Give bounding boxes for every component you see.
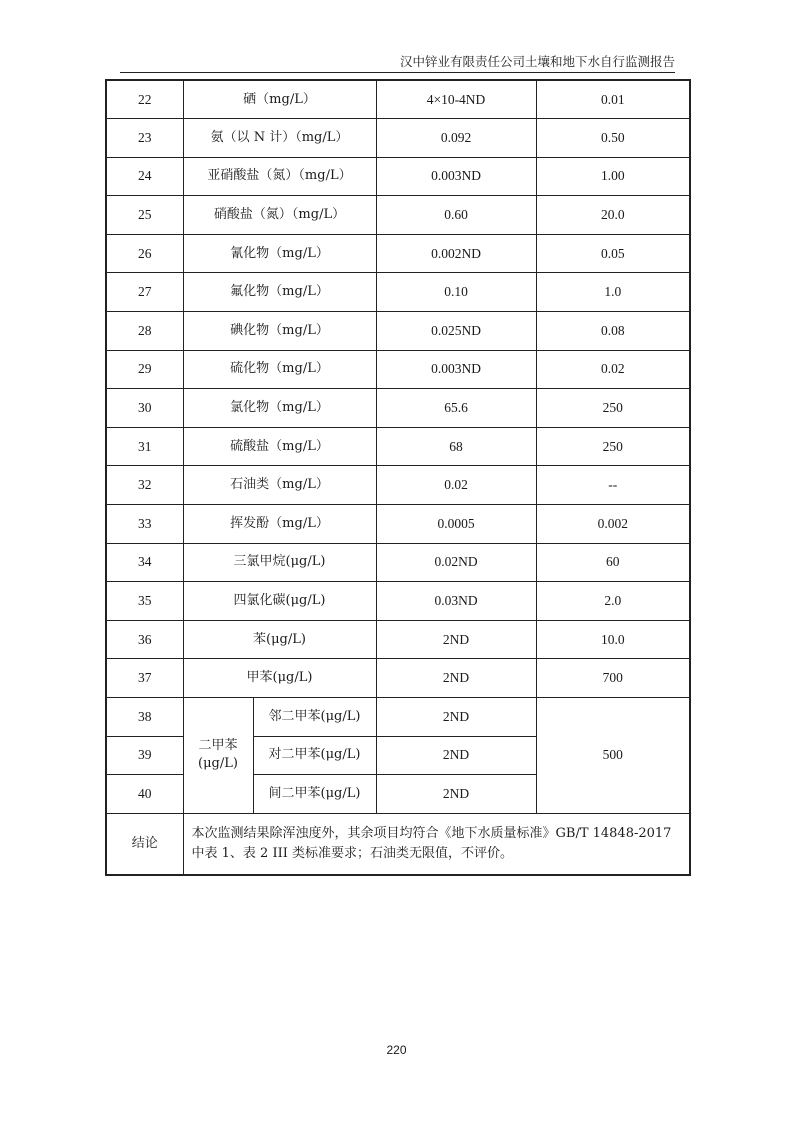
item-name: 硝酸盐（氮）（mg/L） <box>183 196 376 235</box>
conclusion-label: 结论 <box>106 813 183 875</box>
item-name: 硫化物（mg/L） <box>183 350 376 389</box>
item-name: 硫酸盐（mg/L） <box>183 427 376 466</box>
item-name: 碘化物（mg/L） <box>183 312 376 351</box>
measured-value: 0.003ND <box>376 157 536 196</box>
measured-value: 0.0005 <box>376 505 536 544</box>
measured-value: 2ND <box>376 775 536 814</box>
table-row <box>106 273 690 312</box>
measured-value: 0.10 <box>376 273 536 312</box>
conclusion-text: 本次监测结果除浑浊度外，其余项目均符合《地下水质量标准》GB/T 14848-2017 中表 1、表 2 III 类标准要求；石油类无限值，不评价。 <box>183 813 690 875</box>
row-number: 35 <box>106 582 183 621</box>
header-rule <box>120 72 675 73</box>
table-row <box>106 119 690 158</box>
row-number: 37 <box>106 659 183 698</box>
row-number: 26 <box>106 234 183 273</box>
measured-value: 2ND <box>376 698 536 737</box>
item-name: 氟化物（mg/L） <box>183 273 376 312</box>
xylene-standard-limit: 500 <box>536 698 690 814</box>
standard-limit: 0.05 <box>536 234 690 273</box>
row-number: 33 <box>106 505 183 544</box>
measured-value: 0.025ND <box>376 312 536 351</box>
measured-value: 2ND <box>376 659 536 698</box>
item-name: 氯化物（mg/L） <box>183 389 376 428</box>
standard-limit: 20.0 <box>536 196 690 235</box>
row-number: 27 <box>106 273 183 312</box>
item-name: 氰化物（mg/L） <box>183 234 376 273</box>
table-row <box>106 427 690 466</box>
measured-value: 0.002ND <box>376 234 536 273</box>
measured-value: 0.092 <box>376 119 536 158</box>
standard-limit: 10.0 <box>536 620 690 659</box>
item-name: 亚硝酸盐（氮）（mg/L） <box>183 157 376 196</box>
row-number: 32 <box>106 466 183 505</box>
measured-value: 2ND <box>376 736 536 775</box>
row-number: 25 <box>106 196 183 235</box>
item-name: 间二甲苯(μg/L) <box>253 775 376 814</box>
item-name: 硒（mg/L） <box>183 80 376 119</box>
table-row <box>106 350 690 389</box>
xylene-group-label: 二甲苯 (μg/L) <box>183 698 253 814</box>
conclusion-row <box>106 813 690 875</box>
measured-value: 68 <box>376 427 536 466</box>
measured-value: 2ND <box>376 620 536 659</box>
standard-limit: 0.50 <box>536 119 690 158</box>
measured-value: 0.60 <box>376 196 536 235</box>
row-number: 39 <box>106 736 183 775</box>
standard-limit: 0.002 <box>536 505 690 544</box>
standard-limit: 2.0 <box>536 582 690 621</box>
table-row <box>106 196 690 235</box>
table-row <box>106 466 690 505</box>
table-row <box>106 157 690 196</box>
measured-value: 0.02ND <box>376 543 536 582</box>
standard-limit: 0.02 <box>536 350 690 389</box>
table-row <box>106 543 690 582</box>
standard-limit: 700 <box>536 659 690 698</box>
table-row <box>106 582 690 621</box>
standard-limit: 0.01 <box>536 80 690 119</box>
table-row <box>106 80 690 119</box>
row-number: 29 <box>106 350 183 389</box>
item-name: 对二甲苯(μg/L) <box>253 736 376 775</box>
standard-limit: 1.0 <box>536 273 690 312</box>
table-row <box>106 312 690 351</box>
standard-limit: 250 <box>536 389 690 428</box>
page-number: 220 <box>386 1043 407 1057</box>
table-row <box>106 505 690 544</box>
measured-value: 0.003ND <box>376 350 536 389</box>
item-name: 氨（以 N 计）（mg/L） <box>183 119 376 158</box>
table-row <box>106 659 690 698</box>
row-number: 22 <box>106 80 183 119</box>
item-name: 苯(μg/L) <box>183 620 376 659</box>
measured-value: 65.6 <box>376 389 536 428</box>
measured-value: 0.02 <box>376 466 536 505</box>
standard-limit: 250 <box>536 427 690 466</box>
row-number: 24 <box>106 157 183 196</box>
item-name: 三氯甲烷(μg/L) <box>183 543 376 582</box>
row-number: 28 <box>106 312 183 351</box>
measured-value: 0.03ND <box>376 582 536 621</box>
row-number: 30 <box>106 389 183 428</box>
row-number: 40 <box>106 775 183 814</box>
standard-limit: 0.08 <box>536 312 690 351</box>
row-number: 36 <box>106 620 183 659</box>
item-name: 石油类（mg/L） <box>183 466 376 505</box>
row-number: 31 <box>106 427 183 466</box>
item-name: 甲苯(μg/L) <box>183 659 376 698</box>
measured-value: 4×10-4ND <box>376 80 536 119</box>
row-number: 23 <box>106 119 183 158</box>
table-row <box>106 698 690 737</box>
standard-limit: -- <box>536 466 690 505</box>
item-name: 四氯化碳(μg/L) <box>183 582 376 621</box>
row-number: 38 <box>106 698 183 737</box>
table-row <box>106 389 690 428</box>
row-number: 34 <box>106 543 183 582</box>
standard-limit: 60 <box>536 543 690 582</box>
table-row <box>106 620 690 659</box>
table-row <box>106 234 690 273</box>
standard-limit: 1.00 <box>536 157 690 196</box>
report-header-title: 汉中锌业有限责任公司土壤和地下水自行监测报告 <box>399 54 675 69</box>
item-name: 挥发酚（mg/L） <box>183 505 376 544</box>
groundwater-results-table <box>105 79 691 876</box>
item-name: 邻二甲苯(μg/L) <box>253 698 376 737</box>
